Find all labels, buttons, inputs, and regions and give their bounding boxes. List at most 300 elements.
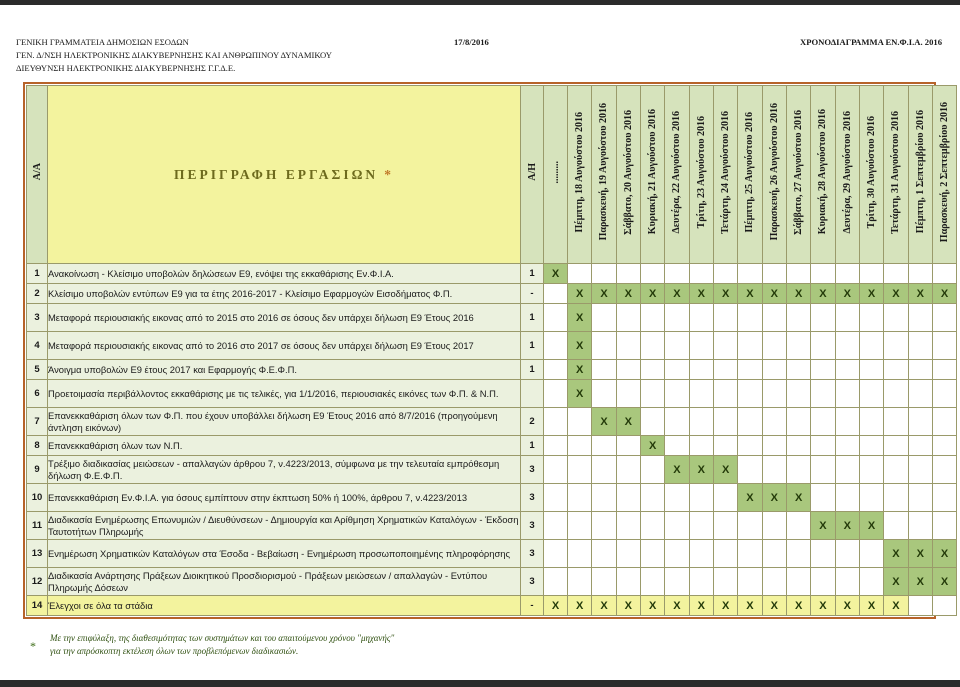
schedule-cell: X [786, 596, 810, 616]
schedule-cell [811, 484, 835, 512]
schedule-cell [811, 304, 835, 332]
schedule-cell [665, 332, 689, 360]
schedule-cell [665, 408, 689, 436]
schedule-cell [908, 332, 932, 360]
row-description: Τρέξιμο διαδικασίας μειώσεων - απαλλαγών άρθρου 7, ν.4223/2013, σύμφωνα με την τελευταία εμπρόθεσμη δήλωση Φ.Ε.Φ.Π. [48, 456, 521, 484]
schedule-cell: X [884, 540, 908, 568]
schedule-cell: X [665, 596, 689, 616]
row-description: Επανεκκαθάριση όλων των Ν.Π. [48, 436, 521, 456]
schedule-cell: X [665, 284, 689, 304]
schedule-cell: X [544, 596, 568, 616]
schedule-cell [689, 436, 713, 456]
document-title: ΧΡΟΝΟΔΙΑΓΡΑΜΜΑ ΕΝ.Φ.Ι.Α. 2016 [800, 37, 942, 47]
schedule-cell [908, 484, 932, 512]
header-day: Σάββατο, 27 Αυγούστου 2016 [786, 86, 810, 264]
schedule-cell: X [835, 512, 859, 540]
schedule-cell [689, 264, 713, 284]
schedule-cell [568, 568, 592, 596]
schedule-cell: X [640, 436, 664, 456]
header-day: Παρασκευή, 26 Αυγούστου 2016 [762, 86, 786, 264]
header-day: Κυριακή, 21 Αυγούστου 2016 [640, 86, 664, 264]
schedule-cell [884, 380, 908, 408]
schedule-cell: X [568, 284, 592, 304]
schedule-cell [616, 332, 640, 360]
schedule-cell: X [568, 380, 592, 408]
schedule-cell [738, 568, 762, 596]
schedule-cell [932, 332, 956, 360]
schedule-cell [568, 540, 592, 568]
schedule-cell: X [908, 540, 932, 568]
schedule-cell [932, 456, 956, 484]
row-ah [521, 380, 544, 408]
schedule-cell [738, 408, 762, 436]
row-description: Επανεκκαθάριση Εν.Φ.Ι.Α. για όσους εμπίπτουν στην έκπτωση 50% ή 100%, άρθρου 7, ν.4223/2013 [48, 484, 521, 512]
schedule-cell [884, 332, 908, 360]
table-row [27, 284, 957, 304]
org-line-3: ΔΙΕΥΘΥΝΣΗ ΗΛΕΚΤΡΟΝΙΚΗΣ ΔΙΑΚΥΒΕΡΝΗΣΗΣ Γ.Γ.Δ.Ε. [16, 63, 236, 73]
schedule-cell [884, 456, 908, 484]
schedule-cell [835, 568, 859, 596]
row-ah: 3 [521, 512, 544, 540]
schedule-cell [835, 332, 859, 360]
schedule-cell [835, 436, 859, 456]
schedule-cell [592, 304, 616, 332]
row-description: Μεταφορά περιουσιακής εικονας από το 2015 στο 2016 σε όσους δεν υπάρχει δήλωση Ε9 Έτους 2016 [48, 304, 521, 332]
row-number: 6 [27, 380, 48, 408]
schedule-cell [568, 484, 592, 512]
schedule-cell: X [859, 512, 883, 540]
table-row [27, 568, 957, 596]
schedule-cell [811, 456, 835, 484]
row-description: Ενημέρωση Χρηματικών Καταλόγων στα Έσοδα - Βεβαίωση - Ενημέρωση προσωποποιημένης πληροφόρησης [48, 540, 521, 568]
description-star: * [384, 166, 394, 182]
schedule-cell [884, 512, 908, 540]
row-ah: 1 [521, 332, 544, 360]
schedule-cell [689, 304, 713, 332]
header-day: Δευτέρα, 29 Αυγούστου 2016 [835, 86, 859, 264]
row-number: 5 [27, 360, 48, 380]
schedule-cell [713, 332, 737, 360]
schedule-cell [859, 456, 883, 484]
schedule-cell [689, 512, 713, 540]
row-number: 10 [27, 484, 48, 512]
schedule-cell [835, 264, 859, 284]
schedule-cell [616, 484, 640, 512]
schedule-cell [544, 408, 568, 436]
schedule-cell [932, 264, 956, 284]
schedule-cell [884, 408, 908, 436]
row-number: 4 [27, 332, 48, 360]
schedule-cell [932, 408, 956, 436]
org-header [16, 36, 332, 75]
schedule-cell [713, 484, 737, 512]
schedule-cell [859, 568, 883, 596]
schedule-cell: X [568, 304, 592, 332]
schedule-cell [568, 436, 592, 456]
schedule-cell [665, 568, 689, 596]
schedule-cell [544, 512, 568, 540]
schedule-cell [713, 360, 737, 380]
schedule-cell [544, 304, 568, 332]
schedule-cell [616, 540, 640, 568]
header-day: Πέμπτη, 18 Αυγούστου 2016 [568, 86, 592, 264]
schedule-cell [932, 512, 956, 540]
table-row [27, 436, 957, 456]
schedule-cell [738, 380, 762, 408]
row-description: Επανεκκαθάριση όλων των Φ.Π. που έχουν υποβάλλει δήλωση Ε9 Έτους 2016 από 8/7/2016 (προηγούμενη άντληση εικόνων) [48, 408, 521, 436]
org-line-1: ΓΕΝΙΚΗ ΓΡΑΜΜΑΤΕΙΑ ΔΗΜΟΣΙΩΝ ΕΣΟΔΩΝ [16, 37, 189, 47]
schedule-cell [859, 540, 883, 568]
schedule-cell [592, 360, 616, 380]
table-row [27, 380, 957, 408]
schedule-cell: X [713, 284, 737, 304]
schedule-cell [738, 264, 762, 284]
schedule-cell: X [640, 596, 664, 616]
schedule-cell: X [689, 596, 713, 616]
header-aa: Α/Α [27, 86, 48, 264]
header-day: Δευτέρα, 22 Αυγούστου 2016 [665, 86, 689, 264]
schedule-cell: X [786, 484, 810, 512]
row-ah: 1 [521, 436, 544, 456]
schedule-cell: X [859, 596, 883, 616]
schedule-cell [738, 456, 762, 484]
schedule-cell [544, 568, 568, 596]
schedule-cell: X [738, 284, 762, 304]
schedule-cell: X [616, 596, 640, 616]
table-row [27, 264, 957, 284]
schedule-cell [665, 264, 689, 284]
table-row [27, 304, 957, 332]
schedule-cell [640, 408, 664, 436]
schedule-cell [665, 304, 689, 332]
row-ah: 2 [521, 408, 544, 436]
header-day: Πέμπτη, 1 Σεπτεμβρίου 2016 [908, 86, 932, 264]
schedule-cell [835, 360, 859, 380]
schedule-cell [762, 408, 786, 436]
schedule-cell [811, 264, 835, 284]
schedule-cell [738, 512, 762, 540]
schedule-cell [568, 408, 592, 436]
row-description: Μεταφορά περιουσιακής εικονας από το 2016 στο 2017 σε όσους δεν υπάρχει δήλωση Ε9 Έτους 2017 [48, 332, 521, 360]
schedule-cell [908, 360, 932, 380]
schedule-cell [665, 380, 689, 408]
row-ah: 1 [521, 360, 544, 380]
schedule-cell [859, 264, 883, 284]
schedule-cell [786, 540, 810, 568]
schedule-cell [544, 484, 568, 512]
schedule-cell [762, 512, 786, 540]
schedule-cell [932, 304, 956, 332]
schedule-cell [592, 332, 616, 360]
schedule-cell: X [762, 284, 786, 304]
schedule-cell [738, 436, 762, 456]
schedule-cell [762, 304, 786, 332]
schedule-cell: X [592, 596, 616, 616]
schedule-cell [713, 264, 737, 284]
schedule-cell: X [884, 568, 908, 596]
schedule-cell: X [932, 284, 956, 304]
schedule-cell: X [544, 264, 568, 284]
schedule-cell: X [786, 284, 810, 304]
schedule-cell [859, 380, 883, 408]
schedule-cell [713, 304, 737, 332]
row-number: 3 [27, 304, 48, 332]
header-day: Πέμπτη, 25 Αυγούστου 2016 [738, 86, 762, 264]
schedule-cell: X [908, 568, 932, 596]
schedule-cell [713, 512, 737, 540]
schedule-cell: X [592, 408, 616, 436]
schedule-cell [665, 360, 689, 380]
schedule-cell [689, 484, 713, 512]
schedule-cell [884, 264, 908, 284]
schedule-cell [884, 360, 908, 380]
schedule-cell [786, 360, 810, 380]
schedule-cell [786, 380, 810, 408]
schedule-cell: X [908, 284, 932, 304]
schedule-cell: X [811, 284, 835, 304]
schedule-cell [811, 568, 835, 596]
schedule-cell [689, 540, 713, 568]
schedule-cell [665, 484, 689, 512]
schedule-cell [786, 332, 810, 360]
schedule-cell [713, 436, 737, 456]
schedule-cell [592, 380, 616, 408]
schedule-cell [544, 540, 568, 568]
row-number: 14 [27, 596, 48, 616]
schedule-cell [859, 436, 883, 456]
row-number: 8 [27, 436, 48, 456]
schedule-cell [640, 380, 664, 408]
header-day: Τρίτη, 30 Αυγούστου 2016 [859, 86, 883, 264]
header-day: Τετάρτη, 31 Αυγούστου 2016 [884, 86, 908, 264]
header-description [48, 86, 521, 264]
row-description: Κλείσιμο υποβολών εντύπων Ε9 για τα έτης 2016-2017 - Κλείσιμο Εφαρμογών Εισοδήματος Φ.Π. [48, 284, 521, 304]
schedule-cell: X [568, 332, 592, 360]
row-ah: 1 [521, 304, 544, 332]
schedule-cell: X [932, 540, 956, 568]
window-bottom-border [0, 680, 960, 687]
schedule-cell: X [689, 456, 713, 484]
schedule-cell [544, 456, 568, 484]
schedule-cell [908, 456, 932, 484]
footnote-line-2: για την απρόσκοπτη εκτέλεση όλων των προβλεπόμενων διαδικασιών. [50, 646, 299, 656]
schedule-cell [568, 512, 592, 540]
schedule-cell [640, 540, 664, 568]
schedule-cell [568, 264, 592, 284]
schedule-cell [592, 512, 616, 540]
schedule-cell: X [616, 284, 640, 304]
schedule-cell [908, 436, 932, 456]
schedule-cell [932, 484, 956, 512]
table-row [27, 408, 957, 436]
schedule-cell [762, 568, 786, 596]
org-line-2: ΓΕΝ. Δ/ΝΣΗ ΗΛΕΚΤΡΟΝΙΚΗΣ ΔΙΑΚΥΒΕΡΝΗΣΗΣ ΚΑΙ ΑΝΘΡΩΠΙΝΟΥ ΔΥΝΑΜΙΚΟΥ [16, 50, 332, 60]
schedule-cell [665, 436, 689, 456]
row-ah: - [521, 284, 544, 304]
schedule-cell [592, 264, 616, 284]
table-body [27, 264, 957, 616]
schedule-cell [859, 484, 883, 512]
schedule-cell [738, 304, 762, 332]
row-ah: - [521, 596, 544, 616]
schedule-cell [762, 540, 786, 568]
schedule-cell [616, 436, 640, 456]
schedule-cell [640, 304, 664, 332]
row-ah: 3 [521, 484, 544, 512]
schedule-cell [689, 360, 713, 380]
schedule-cell [932, 596, 956, 616]
header-day: Παρασκευή, 19 Αυγούστου 2016 [592, 86, 616, 264]
schedule-cell [544, 436, 568, 456]
schedule-cell [811, 360, 835, 380]
schedule-cell: X [762, 596, 786, 616]
schedule-cell [738, 540, 762, 568]
header-day: Κυριακή, 28 Αυγούστου 2016 [811, 86, 835, 264]
schedule-cell: X [811, 596, 835, 616]
schedule-cell: X [884, 284, 908, 304]
schedule-cell [640, 568, 664, 596]
row-number: 13 [27, 540, 48, 568]
schedule-cell [713, 408, 737, 436]
footnote-line-1: Με την επιφύλαξη, της διαθεσιμότητας των συστημάτων και του απαιτούμενου χρόνου "μηχανής" [50, 633, 395, 643]
schedule-cell [908, 596, 932, 616]
schedule-cell [592, 456, 616, 484]
table-row [27, 332, 957, 360]
schedule-cell: X [859, 284, 883, 304]
schedule-cell [835, 380, 859, 408]
schedule-cell [835, 540, 859, 568]
schedule-cell [568, 456, 592, 484]
schedule-cell [859, 304, 883, 332]
schedule-cell [884, 436, 908, 456]
schedule-cell: X [811, 512, 835, 540]
schedule-cell [689, 380, 713, 408]
schedule-cell [640, 332, 664, 360]
row-description: Προετοιμασία περιβάλλοντος εκκαθάρισης με τις τελικές, για 1/1/2016, περιουσιακές εικόνες των Φ.Π. & Ν.Π. [48, 380, 521, 408]
schedule-cell [811, 332, 835, 360]
schedule-cell: X [835, 284, 859, 304]
schedule-cell [616, 568, 640, 596]
footnote-star: * [30, 639, 36, 653]
header-day: Τρίτη, 23 Αυγούστου 2016 [689, 86, 713, 264]
schedule-cell: X [713, 456, 737, 484]
schedule-cell [786, 456, 810, 484]
schedule-cell [762, 456, 786, 484]
window-top-border [0, 0, 960, 5]
schedule-cell [640, 484, 664, 512]
schedule-cell [908, 304, 932, 332]
schedule-cell: X [689, 284, 713, 304]
schedule-cell [835, 484, 859, 512]
schedule-table [26, 85, 957, 616]
schedule-cell [640, 512, 664, 540]
row-number: 1 [27, 264, 48, 284]
schedule-cell [544, 380, 568, 408]
schedule-cell [762, 332, 786, 360]
schedule-cell [932, 360, 956, 380]
table-row [27, 512, 957, 540]
schedule-cell [884, 304, 908, 332]
schedule-cell: X [713, 596, 737, 616]
schedule-cell [544, 284, 568, 304]
schedule-cell: X [762, 484, 786, 512]
schedule-cell [908, 408, 932, 436]
table-row [27, 456, 957, 484]
row-description: Έλεγχοι σε όλα τα στάδια [48, 596, 521, 616]
schedule-cell [908, 512, 932, 540]
schedule-cell [616, 264, 640, 284]
schedule-cell [786, 304, 810, 332]
schedule-cell: X [568, 360, 592, 380]
row-number: 11 [27, 512, 48, 540]
schedule-cell [859, 408, 883, 436]
row-ah: 1 [521, 264, 544, 284]
schedule-cell [786, 568, 810, 596]
schedule-cell [616, 456, 640, 484]
table-row [27, 596, 957, 616]
schedule-cell [762, 436, 786, 456]
schedule-cell [786, 436, 810, 456]
schedule-cell [835, 408, 859, 436]
row-description: Άνοιγμα υποβολών Ε9 έτους 2017 και Εφαρμογής Φ.Ε.Φ.Π. [48, 360, 521, 380]
schedule-cell [835, 456, 859, 484]
schedule-cell [713, 568, 737, 596]
header-blank: ......... [544, 86, 568, 264]
schedule-cell [544, 360, 568, 380]
schedule-cell [713, 540, 737, 568]
schedule-cell [616, 304, 640, 332]
row-ah: 3 [521, 456, 544, 484]
schedule-cell [616, 512, 640, 540]
schedule-cell [640, 456, 664, 484]
schedule-cell [640, 264, 664, 284]
schedule-cell [908, 264, 932, 284]
schedule-cell: X [592, 284, 616, 304]
schedule-cell [932, 436, 956, 456]
schedule-cell [762, 360, 786, 380]
schedule-cell [835, 304, 859, 332]
header-day: Τετάρτη, 24 Αυγούστου 2016 [713, 86, 737, 264]
schedule-cell [786, 512, 810, 540]
schedule-cell [689, 332, 713, 360]
schedule-cell [665, 540, 689, 568]
schedule-cell [592, 568, 616, 596]
schedule-cell [592, 540, 616, 568]
row-number: 2 [27, 284, 48, 304]
schedule-cell [811, 540, 835, 568]
schedule-cell: X [665, 456, 689, 484]
row-ah: 3 [521, 568, 544, 596]
row-description: Διαδικασία Ανάρτησης Πράξεων Διοικητικού Προσδιορισμού - Πράξεων μειώσεων / απαλλαγών - Εντύπου Πληρωμής Δόσεων [48, 568, 521, 596]
row-number: 12 [27, 568, 48, 596]
schedule-cell [616, 380, 640, 408]
schedule-cell [738, 360, 762, 380]
schedule-cell [665, 512, 689, 540]
schedule-cell [811, 408, 835, 436]
header-day: Παρασκευή, 2 Σεπτεμβρίου 2016 [932, 86, 956, 264]
schedule-cell [689, 408, 713, 436]
schedule-cell [786, 408, 810, 436]
schedule-cell: X [738, 596, 762, 616]
row-ah: 3 [521, 540, 544, 568]
schedule-cell [738, 332, 762, 360]
schedule-cell [592, 484, 616, 512]
schedule-cell [908, 380, 932, 408]
schedule-cell: X [738, 484, 762, 512]
schedule-cell [592, 436, 616, 456]
row-number: 9 [27, 456, 48, 484]
table-row [27, 484, 957, 512]
